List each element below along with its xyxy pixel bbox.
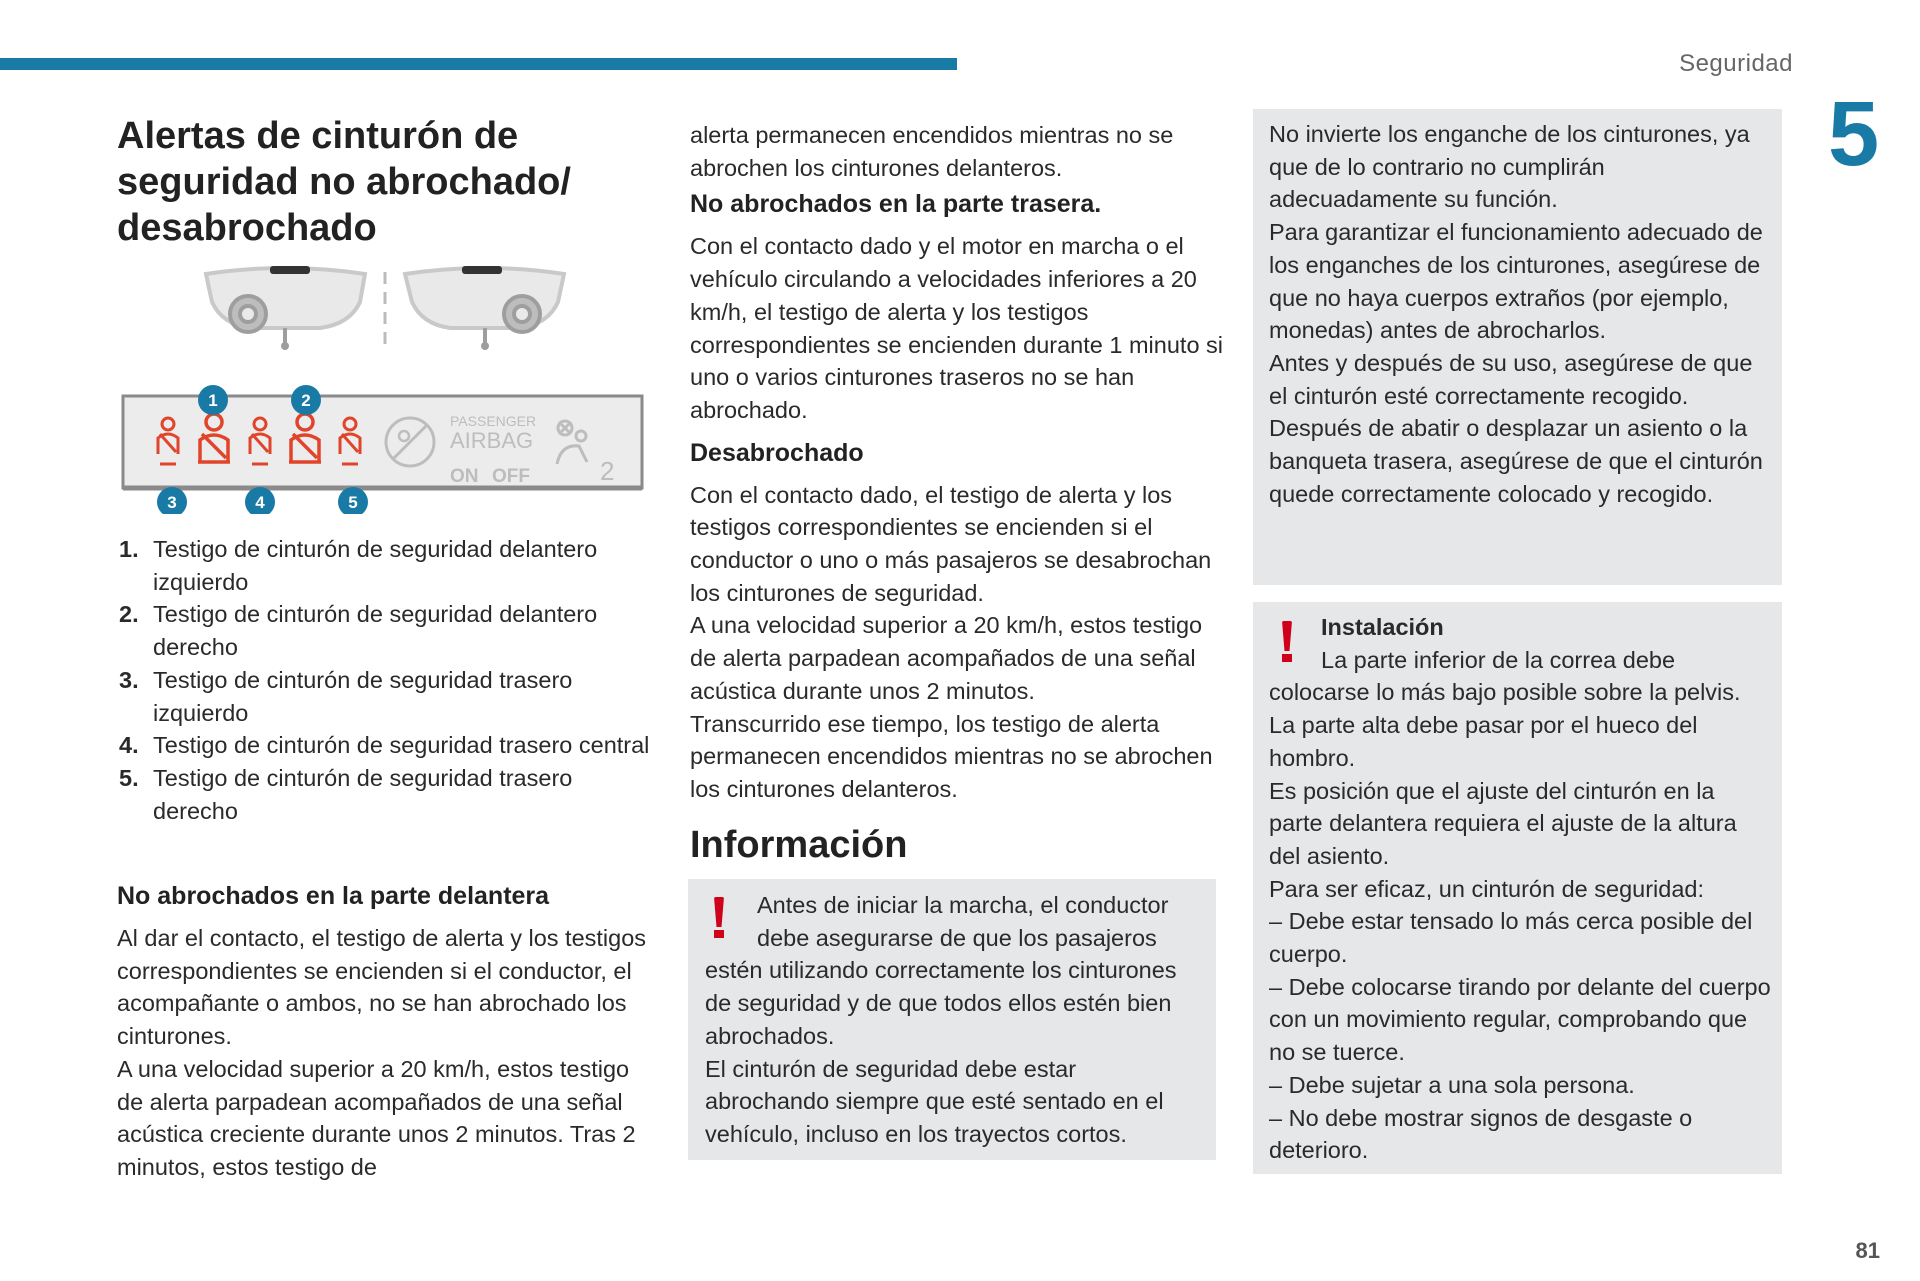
left-hand-drive-icon: [206, 268, 365, 350]
chapter-number: 5: [1828, 83, 1880, 185]
front-unbuckled-paragraph-3: alerta permanecen encendidos mientras no se abrochen los cinturones delanteros.: [690, 122, 1174, 181]
legend-item: 3. Testigo de cinturón de seguridad trasero izquierdo: [119, 666, 573, 726]
unbuckled-heading: Desabrochado: [690, 438, 864, 467]
svg-text:1: 1: [208, 391, 218, 410]
installation-bullet: – Debe colocarse tirando por delante del cuerpo con un movimiento regular, comprobando que no se tuerce.: [1269, 973, 1771, 1066]
callout-5: [338, 487, 368, 514]
notes-paragraph-4: Después de abatir o desplazar un asiento o la banqueta trasera, asegúrese de que el cinturón quede correctamente colocado y recogido.: [1269, 415, 1763, 507]
installation-paragraph-3: Es posición que el ajuste del cinturón en la parte delantera requiera el ajuste de la altura del asiento.: [1269, 777, 1737, 869]
installation-box: [1253, 602, 1782, 1174]
notes-paragraph-2: Para garantizar el funcionamiento adecuado de los enganches de los cinturones, asegúrese de que no haya cuerpos extraños (por ejemplo, monedas) antes de abrocharlos.: [1269, 219, 1763, 344]
installation-heading: Instalación: [1321, 614, 1444, 640]
section-title: Seguridad: [1679, 50, 1793, 77]
front-unbuckled-paragraph-2: A una velocidad superior a 20 km/h, estos testigo de alerta parpadean acompañados de una señal acústica creciente durante unos 2 minutos. Tras 2 minutos, estos testigo de: [117, 1055, 636, 1180]
installation-paragraph-1-line-1: La parte inferior de la correa debe: [1321, 646, 1676, 673]
seat-count: 2: [600, 456, 615, 486]
seatbelt-warning-panel: [120, 382, 645, 514]
legend-item: 1. Testigo de cinturón de seguridad delantero izquierdo: [119, 536, 598, 595]
airbag-on-label: ON: [450, 466, 479, 487]
legend-item: 5. Testigo de cinturón de seguridad trasero derecho: [119, 764, 573, 824]
unbuckled-paragraph-2: A una velocidad superior a 20 km/h, estos testigo de alerta parpadean acompañados de una señal acústica durante unos 2 minutos.: [690, 612, 1203, 704]
installation-paragraph-1-rest: colocarse lo más bajo posible sobre la pelvis.: [1269, 679, 1741, 706]
installation-bullet: – No debe mostrar signos de desgaste o deterioro.: [1269, 1104, 1693, 1164]
airbag-off-label: OFF: [492, 466, 530, 487]
front-unbuckled-heading: No abrochados en la parte delantera: [117, 882, 550, 910]
unbuckled-paragraph-3: Transcurrido ese tiempo, los testigo de alerta permanecen encendidos mientras no se abrochen los cinturones delanteros.: [690, 710, 1213, 802]
notes-paragraph-1: No invierte los enganche de los cinturones, ya que de lo contrario no cumplirán adecuadamente su función.: [1269, 121, 1750, 213]
page-title: Alertas de cinturón de seguridad no abrochado/ desabrochado: [117, 115, 571, 249]
unbuckled-paragraph-1: Con el contacto dado, el testigo de alerta y los testigos correspondientes se encienden si el conductor o uno o más pasajeros se desabrochan los cinturones de seguridad.: [690, 481, 1212, 606]
callout-3: [157, 487, 187, 514]
legend-item: 4. Testigo de cinturón de seguridad trasero central: [119, 732, 650, 759]
installation-paragraph-2: La parte alta debe pasar por el hueco del hombro.: [1269, 712, 1698, 771]
front-unbuckled-paragraph-1: Al dar el contacto, el testigo de alerta y los testigos correspondientes se encienden si el conductor, el acompañante o ambos, no se han abrochado los cinturones.: [117, 925, 647, 1050]
installation-bullet: – Debe sujetar a una sola persona.: [1269, 1071, 1635, 1098]
warning-lights-legend: [117, 533, 657, 827]
svg-text:4: 4: [255, 493, 265, 512]
legend-item: 2. Testigo de cinturón de seguridad delantero derecho: [119, 601, 598, 661]
info-paragraph-1-line-1: Antes de iniciar la marcha, el conductor: [757, 892, 1169, 918]
callout-1: [198, 385, 228, 415]
information-heading: Información: [690, 823, 908, 866]
notes-paragraph-3: Antes y después de su uso, asegúrese de que el cinturón esté correctamente recogido.: [1269, 349, 1753, 409]
right-hand-drive-icon: [405, 268, 564, 350]
svg-text:3: 3: [167, 493, 177, 512]
rear-unbuckled-heading: No abrochados en la parte trasera.: [690, 190, 1102, 219]
header-accent-bar: [0, 58, 957, 70]
installation-paragraph-4: Para ser eficaz, un cinturón de seguridad:: [1269, 875, 1705, 902]
callout-4: [245, 487, 275, 514]
svg-text:5: 5: [348, 493, 358, 512]
airbag-label-passenger: PASSENGER: [450, 413, 537, 429]
callout-2: [291, 385, 321, 415]
info-paragraph-1-rest: estén utilizando correctamente los cinturones de seguridad y de que todos ellos estén bien abrochados.: [705, 957, 1177, 1049]
middle-column: [690, 119, 1230, 868]
airbag-label-airbag: AIRBAG: [450, 428, 534, 453]
belt-buckle-notes-box: [1253, 109, 1782, 585]
info-paragraph-1-line-2: debe asegurarse de que los pasajeros: [757, 924, 1157, 951]
svg-text:2: 2: [301, 391, 311, 410]
page-number: 81: [1855, 1238, 1880, 1263]
info-paragraph-2: El cinturón de seguridad debe estar abrochando siempre que esté sentado en el vehículo, incluso en los trayectos cortos.: [705, 1055, 1164, 1147]
car-dashboard-illustration: [200, 262, 570, 362]
front-unbuckled-section: [117, 880, 649, 1184]
installation-bullet: – Debe estar tensado lo más cerca posible del cuerpo.: [1269, 908, 1753, 968]
driver-warning-box: [688, 879, 1216, 1160]
rear-unbuckled-paragraph: Con el contacto dado y el motor en marcha o el vehículo circulando a velocidades inferiores a 20 km/h, el testigo de alerta y los testigos correspondientes se encienden durante 1 minuto si uno o varios cinturones traseros no se han abrochado.: [690, 233, 1224, 423]
